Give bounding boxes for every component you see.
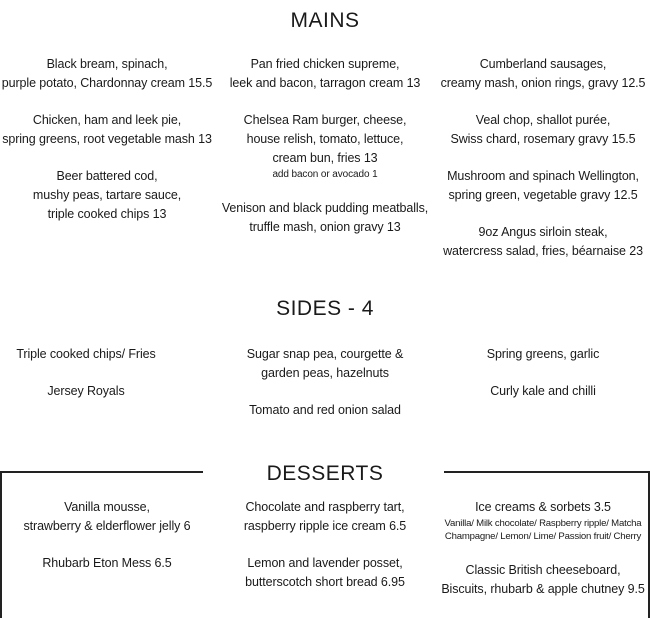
- menu-item-line: garden peas, hazelnuts: [261, 366, 389, 380]
- menu-item-note: add bacon or avocado 1: [272, 169, 378, 180]
- menu-item: [214, 498, 436, 536]
- menu-item-line: house relish, tomato, lettuce,: [246, 132, 404, 146]
- menu-item: [436, 223, 650, 261]
- menu-item: [436, 561, 650, 599]
- menu-item-line: watercress salad, fries, béarnaise 23: [443, 244, 643, 258]
- menu-item-line: Chocolate and raspberry tart,: [245, 500, 405, 514]
- desserts-column-1: [0, 498, 214, 591]
- menu-item-line: raspberry ripple ice cream 6.5: [243, 519, 407, 533]
- menu-item-line: cream bun, fries 13: [272, 151, 378, 165]
- menu-item: [0, 382, 172, 401]
- menu-item-line: Cumberland sausages,: [479, 57, 607, 71]
- mains-column-1: [0, 55, 214, 242]
- sides-column-3: [436, 345, 650, 419]
- menu-item: [0, 345, 172, 364]
- menu-item-line: Lemon and lavender posset,: [247, 556, 403, 570]
- menu-item-line: purple potato, Chardonnay cream 15.5: [1, 76, 213, 90]
- menu-item-line: Curly kale and chilli: [490, 384, 596, 398]
- menu-item-flavours: Vanilla/ Milk chocolate/ Raspberry ripple/ Matcha: [444, 518, 642, 529]
- menu-item: [436, 382, 650, 401]
- menu-item-line: Veal chop, shallot purée,: [475, 113, 611, 127]
- mains-heading: MAINS: [290, 9, 360, 32]
- menu-item-line: strawberry & elderflower jelly 6: [23, 519, 191, 533]
- menu-item: [436, 345, 650, 364]
- menu-item: [436, 55, 650, 93]
- menu-item: [214, 345, 436, 383]
- menu-item: [436, 111, 650, 149]
- menu-item-line: Chicken, ham and leek pie,: [32, 113, 182, 127]
- menu-item-line: Beer battered cod,: [56, 169, 158, 183]
- menu-item-line: leek and bacon, tarragon cream 13: [229, 76, 421, 90]
- menu-item-line: Tomato and red onion salad: [249, 403, 401, 417]
- sides-column-2: [214, 345, 436, 438]
- menu-item-line: Jersey Royals: [47, 384, 125, 398]
- menu-item: [214, 55, 436, 93]
- menu-item-flavours: Champagne/ Lemon/ Lime/ Passion fruit/ Cherry: [444, 531, 642, 542]
- menu-item: [0, 111, 214, 149]
- menu-item-line: Pan fried chicken supreme,: [250, 57, 400, 71]
- menu-item-line: Rhubarb Eton Mess 6.5: [42, 556, 172, 570]
- desserts-heading: DESSERTS: [266, 462, 384, 485]
- menu-item: [436, 167, 650, 205]
- menu-item-line: Biscuits, rhubarb & apple chutney 9.5: [441, 582, 645, 596]
- menu-item-line: Ice creams & sorbets 3.5: [475, 500, 611, 514]
- menu-item: [0, 498, 214, 536]
- menu-item: [0, 55, 214, 93]
- menu-item-line: triple cooked chips 13: [47, 207, 167, 221]
- menu-item: [214, 111, 436, 181]
- menu-item-line: Vanilla mousse,: [64, 500, 150, 514]
- mains-column-3: [436, 55, 650, 279]
- sides-heading: SIDES - 4: [276, 297, 374, 320]
- menu-item-line: creamy mash, onion rings, gravy 12.5: [440, 76, 646, 90]
- desserts-column-2: [214, 498, 436, 610]
- menu-item: [0, 167, 214, 224]
- menu-item-line: Spring greens, garlic: [486, 347, 600, 361]
- menu-item-line: Swiss chard, rosemary gravy 15.5: [450, 132, 636, 146]
- menu-item-line: spring green, vegetable gravy 12.5: [448, 188, 638, 202]
- menu-item-line: spring greens, root vegetable mash 13: [2, 132, 212, 146]
- menu-item: [214, 401, 436, 420]
- menu-item: [214, 554, 436, 592]
- menu-item-line: Triple cooked chips/ Fries: [16, 347, 156, 361]
- menu-item-line: 9oz Angus sirloin steak,: [478, 225, 608, 239]
- sides-column-1: [0, 345, 172, 419]
- menu-item: [436, 498, 650, 543]
- menu-item-line: mushy peas, tartare sauce,: [32, 188, 182, 202]
- menu-item-line: Classic British cheeseboard,: [465, 563, 621, 577]
- menu-item-line: Mushroom and spinach Wellington,: [447, 169, 639, 183]
- mains-column-2: [214, 55, 436, 255]
- menu-item-line: Black bream, spinach,: [46, 57, 168, 71]
- menu-item-line: Chelsea Ram burger, cheese,: [243, 113, 407, 127]
- menu-item-line: Venison and black pudding meatballs,: [221, 201, 429, 215]
- menu-item: [214, 199, 436, 237]
- desserts-column-3: [436, 498, 650, 617]
- menu-item-line: butterscotch short bread 6.95: [245, 575, 405, 589]
- menu-item: [0, 554, 214, 573]
- menu-item-line: truffle mash, onion gravy 13: [249, 220, 401, 234]
- menu-item-line: Sugar snap pea, courgette &: [246, 347, 404, 361]
